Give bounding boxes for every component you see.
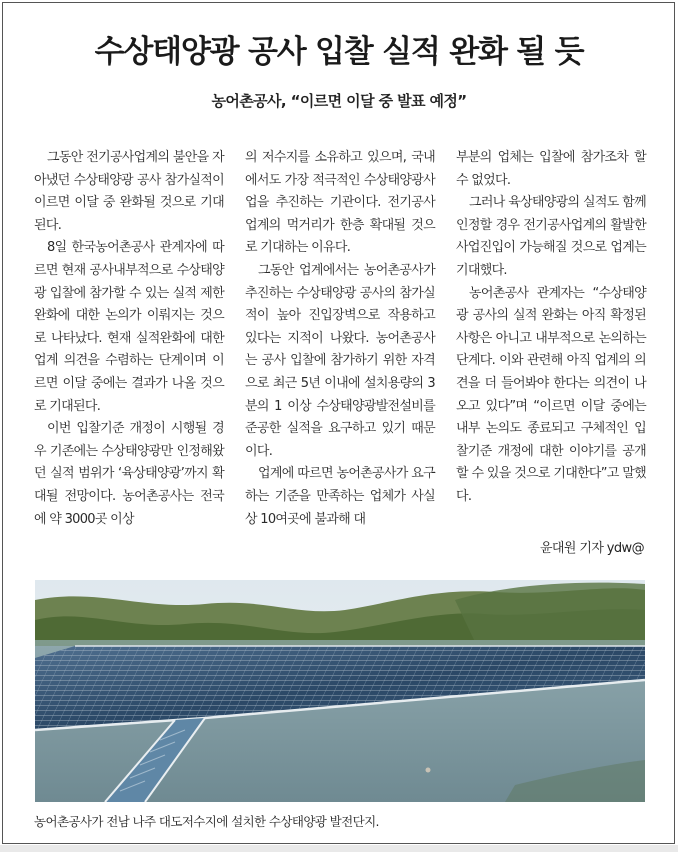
article-column-1 <box>34 147 224 531</box>
paragraph: 농어촌공사 관계자는 “수상태양광 공사의 실적 완화는 아직 확정된 사항은 아니고 내부적으로 논의하는 단계다. 이와 관련해 아직 업계의 의견을 더 들어봐야 한다는 의견이 나오고 있다”며 “이르면 이달 중에는 내부 논의도 종료되고 구체적인 입찰기준 개정에 대한 이야기를 공개할 수 있을 것으로 기대한다”고 말했다. <box>456 285 646 504</box>
subheadline: 농어촌공사, “이르면 이달 중 발표 예정” <box>211 92 467 110</box>
article-column-2 <box>245 147 435 531</box>
paragraph: 8일 한국농어촌공사 관계자에 따르면 현재 공사내부적으로 수상태양광 입찰에 참가할 수 있는 실적 제한 완화에 대한 논의가 이뤄지는 것으로 나타났다. 현재 실적완화에 대한 업계 의견을 수렴하는 단계이며 이르면 이달 중에는 결과가 나올 것으로 기대된다. <box>34 240 224 414</box>
paragraph: 이번 입찰기준 개정이 시행될 경우 기존에는 수상태양광만 인정해왔던 실적 범위가 ‘육상태양광’까지 확대될 전망이다. 농어촌공사는 전국에 약 3000곳 이상 <box>34 421 224 527</box>
paragraph: 그러나 육상태양광의 실적도 함께 인정할 경우 전기공사업계의 활발한 사업진입이 가능해질 것으로 업계는 기대했다. <box>456 195 646 278</box>
paragraph: 그동안 업계에서는 농어촌공사가 추진하는 수상태양광 공사의 참가실적이 높아 진입장벽으로 작용하고 있다는 지적이 나왔다. 농어촌공사는 공사 입찰에 참가하기 위한 자격으로 최근 5년 이내에 설치용량의 3분의 1 이상 수상태양광발전설비를 준공한 실적을 요구하고 있기 때문이다. <box>245 262 435 459</box>
paragraph: 의 저수지를 소유하고 있으며, 국내에서도 가장 적극적인 수상태양광사업을 추진하는 기관이다. 전기공사업계의 먹거리가 한층 확대될 것으로 기대하는 이유다. <box>245 150 435 256</box>
article-column-3 <box>456 147 646 509</box>
bottom-strip <box>0 845 678 852</box>
photo-caption: 농어촌공사가 전남 나주 대도저수지에 설치한 수상태양광 발전단지. <box>34 814 379 829</box>
headline: 수상태양광 공사 입찰 실적 완화 될 듯 <box>94 34 584 70</box>
paragraph: 그동안 전기공사업계의 불안을 자아냈던 수상태양광 공사 참가실적이 이르면 이달 중 완화될 것으로 기대된다. <box>34 150 224 233</box>
photo-illustration <box>35 580 645 802</box>
paragraph: 부분의 업체는 입찰에 참가조차 할 수 없었다. <box>456 150 646 188</box>
paragraph: 업계에 따르면 농어촌공사가 요구하는 기준을 만족하는 업체가 사실상 10여곳에 불과해 대 <box>245 466 435 527</box>
floating-solar-photo <box>35 580 645 802</box>
byline: 윤대원 기자 ydw@ <box>539 541 644 556</box>
